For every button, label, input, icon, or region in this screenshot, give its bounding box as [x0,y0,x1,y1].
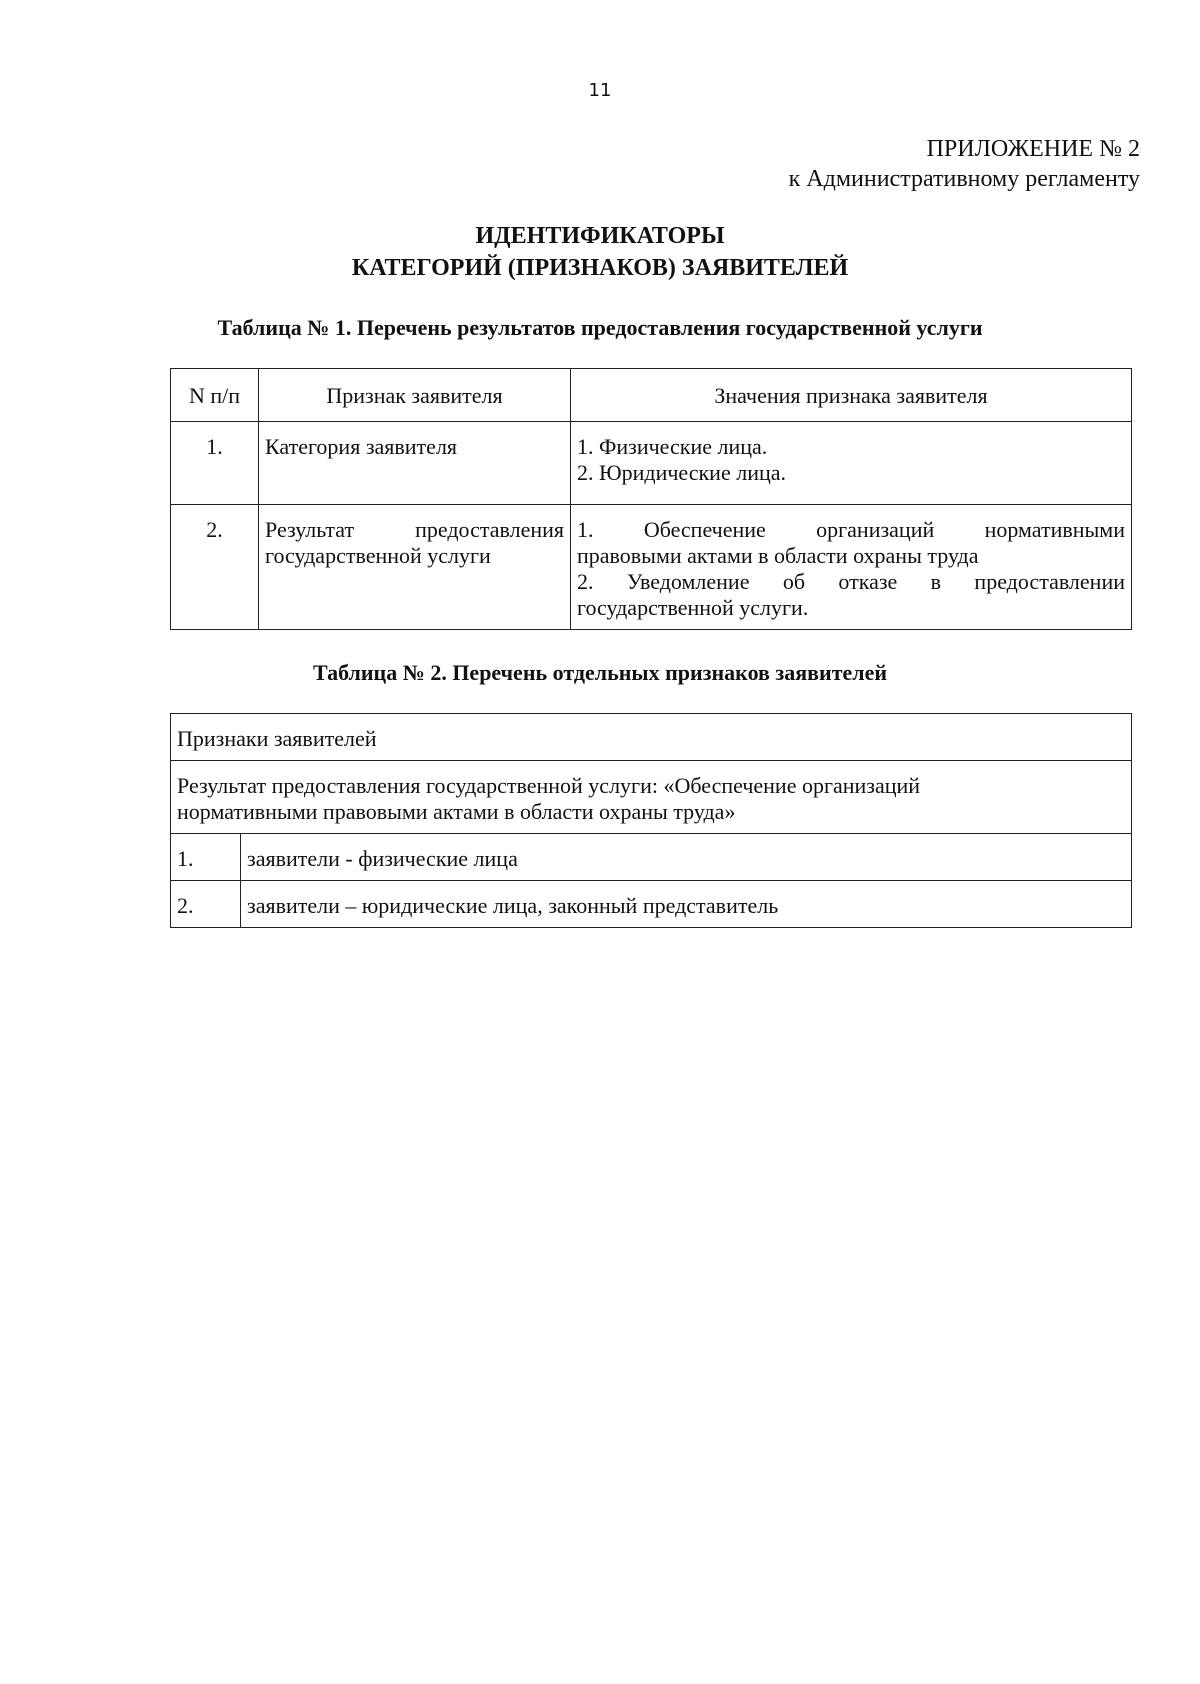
row-value-item: 2. Юридические лица. [577,460,787,485]
row-sign-line: государственной услуги [265,543,491,568]
table2-header-row [171,714,1132,761]
row-value-line: 1. Обеспечение организаций нормативными [577,517,1125,542]
table-row [171,834,1132,881]
table2-result-line: нормативными правовыми актами в области охраны труда» [177,799,736,824]
table2-header: Признаки заявителей [171,714,1132,761]
row-sign [259,505,571,630]
appendix-label: ПРИЛОЖЕНИЕ № 2 [926,136,1140,162]
table2-caption: Таблица № 2. Перечень отдельных признаков заявителей [312,660,888,685]
row-values [571,422,1132,505]
row-values [571,505,1132,630]
table-row [171,505,1132,630]
row-value-line: правовыми актами в области охраны труда [577,543,979,568]
page-number: 11 [588,80,612,101]
document-title [0,220,1200,284]
row-sign: Категория заявителя [259,422,571,505]
table-row [171,881,1132,928]
table2-result-row [171,761,1132,834]
table1 [170,368,1132,630]
table1-header-sign: Признак заявителя [259,369,571,422]
table1-caption: Таблица № 1. Перечень результатов предоставления государственной услуги [217,315,983,340]
table2-result [171,761,1132,834]
row-number: 2. [171,881,241,928]
row-value-item: 1. Физические лица. [577,434,768,459]
table-row [171,422,1132,505]
row-number: 1. [171,834,241,881]
row-value-line: государственной услуги. [577,595,809,620]
table2 [170,713,1132,928]
document-title-line1: ИДЕНТИФИКАТОРЫ [475,223,725,249]
appendix-reference: к Административному регламенту [788,166,1140,192]
table1-header-row [171,369,1132,422]
table1-header-number: N п/п [171,369,259,422]
row-value-line: 2. Уведомление об отказе в предоставлении [577,569,1125,594]
row-sign-line: Результат предоставления [265,517,564,542]
row-text: заявители - физические лица [241,834,1132,881]
document-title-line2: КАТЕГОРИЙ (ПРИЗНАКОВ) ЗАЯВИТЕЛЕЙ [351,255,849,281]
row-number: 2. [171,505,259,630]
row-text: заявители – юридические лица, законный представитель [241,881,1132,928]
appendix-header [789,134,1140,194]
table2-result-line: Результат предоставления государственной услуги: «Обеспечение организаций [177,773,921,798]
row-number: 1. [171,422,259,505]
table1-header-values: Значения признака заявителя [571,369,1132,422]
